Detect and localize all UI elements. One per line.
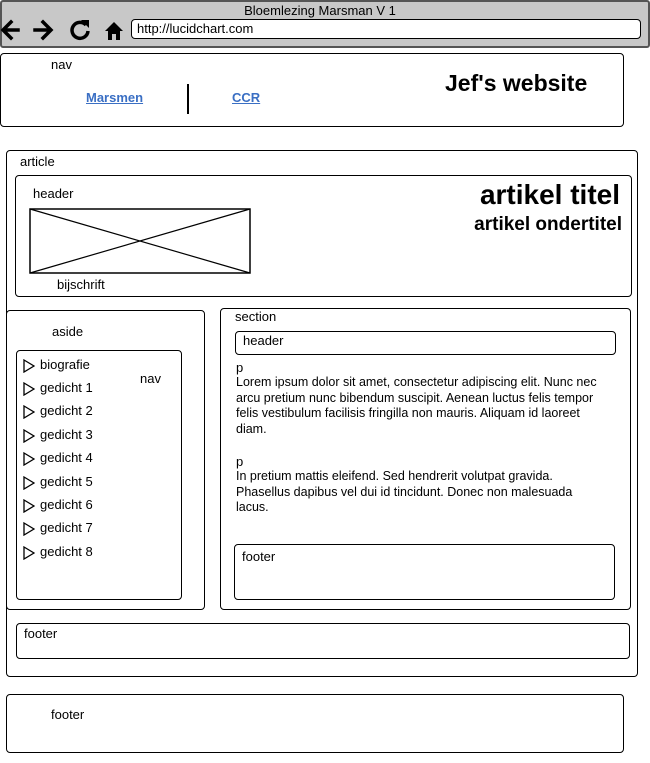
paragraph-1-text: Lorem ipsum dolor sit amet, consectetur adipiscing elit. Nunc nec arcu pretium nunc bibendum suscipit. Aenean luctus felis tempor felis vestibulum facilisis fringilla non mauris. Aliquam id laoreet diam. bbox=[236, 375, 597, 436]
aside-item-gedicht-1[interactable] bbox=[23, 380, 133, 398]
url-bar[interactable]: http://lucidchart.com bbox=[131, 19, 641, 39]
nav-link-ccr[interactable]: CCR bbox=[232, 90, 261, 105]
triangle-right-icon bbox=[23, 429, 35, 443]
aside-item-label: biografie bbox=[40, 357, 90, 372]
site-title: Jef's website bbox=[445, 70, 588, 96]
top-nav-label: nav bbox=[51, 57, 72, 72]
aside-item-label: gedicht 1 bbox=[40, 380, 93, 395]
nav-divider bbox=[187, 84, 189, 114]
triangle-right-icon bbox=[23, 382, 35, 396]
article-label: article bbox=[20, 154, 55, 169]
article-footer-box bbox=[16, 623, 630, 659]
triangle-right-icon bbox=[23, 522, 35, 536]
aside-item-label: gedicht 8 bbox=[40, 544, 93, 559]
nav-link-marsmen[interactable]: Marsmen bbox=[86, 90, 144, 105]
paragraph-2-label: p bbox=[236, 454, 244, 469]
aside-item-label: gedicht 7 bbox=[40, 520, 93, 535]
paragraph-1-label: p bbox=[236, 360, 244, 375]
window-title: Bloemlezing Marsman V 1 bbox=[244, 3, 396, 18]
aside-item-label: gedicht 4 bbox=[40, 450, 93, 465]
triangle-right-icon bbox=[23, 405, 35, 419]
aside-item-label: gedicht 2 bbox=[40, 403, 93, 418]
triangle-right-icon bbox=[23, 452, 35, 466]
aside-item-label: gedicht 6 bbox=[40, 497, 93, 512]
image-caption: bijschrift bbox=[57, 277, 105, 292]
forward-arrow-icon[interactable] bbox=[32, 16, 56, 44]
aside-item-gedicht-7[interactable] bbox=[23, 520, 133, 538]
paragraph-2-text: In pretium mattis eleifend. Sed hendrerit volutpat gravida. Phasellus dapibus vel dui id tincidunt. Donec non malesuada lacus. bbox=[236, 469, 573, 514]
section-footer-box bbox=[234, 544, 615, 600]
triangle-right-icon bbox=[23, 359, 35, 373]
section-label: section bbox=[235, 309, 277, 324]
aside-item-biografie[interactable] bbox=[23, 357, 133, 375]
aside-item-gedicht-6[interactable] bbox=[23, 497, 133, 515]
triangle-right-icon bbox=[23, 546, 35, 560]
aside-item-gedicht-3[interactable] bbox=[23, 427, 133, 445]
aside-nav-label: nav bbox=[140, 371, 161, 386]
back-arrow-icon[interactable] bbox=[0, 16, 22, 44]
page-footer-box bbox=[6, 694, 624, 753]
aside-item-label: gedicht 3 bbox=[40, 427, 93, 442]
aside-item-gedicht-5[interactable] bbox=[23, 474, 133, 492]
aside-item-gedicht-4[interactable] bbox=[23, 450, 133, 468]
reload-icon[interactable] bbox=[67, 16, 93, 44]
article-header-label: header bbox=[33, 186, 74, 201]
aside-label: aside bbox=[52, 324, 84, 339]
aside-item-label: gedicht 5 bbox=[40, 474, 93, 489]
home-icon[interactable] bbox=[103, 16, 125, 44]
section-footer-label: footer bbox=[242, 549, 276, 564]
article-subtitle: artikel ondertitel bbox=[474, 214, 622, 235]
article-title: artikel titel bbox=[479, 179, 620, 210]
section-header-box bbox=[235, 331, 616, 355]
aside-item-gedicht-8[interactable] bbox=[23, 544, 133, 562]
section-header-label: header bbox=[243, 333, 284, 348]
article-footer-label: footer bbox=[24, 626, 58, 641]
image-placeholder-icon bbox=[29, 208, 251, 274]
page-footer-label: footer bbox=[51, 707, 85, 722]
triangle-right-icon bbox=[23, 476, 35, 490]
triangle-right-icon bbox=[23, 499, 35, 513]
aside-item-gedicht-2[interactable] bbox=[23, 403, 133, 421]
